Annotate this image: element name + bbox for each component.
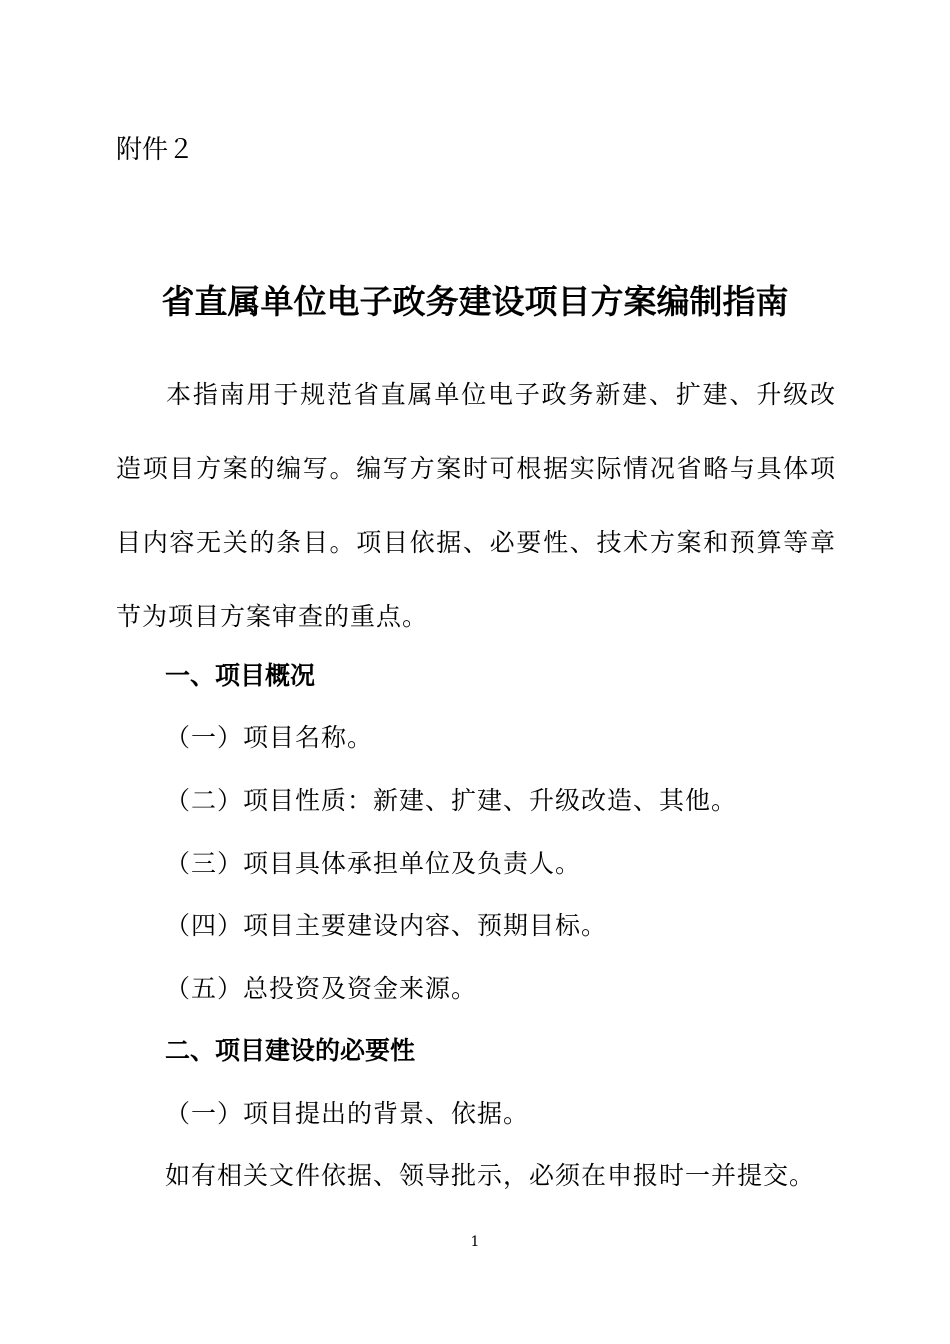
intro-paragraph: 本指南用于规范省直属单位电子政务新建、扩建、升级改造项目方案的编写。编写方案时可根据实际情况省略与具体项目内容无关的条目。项目依据、必要性、技术方案和预算等章节为项目方案审查的重点。	[116, 380, 836, 631]
section-heading-overview: 一、项目概况	[165, 661, 316, 690]
necessity-item-background: （一）项目提出的背景、依据。	[165, 1099, 530, 1128]
document-title: 省直属单位电子政务建设项目方案编制指南	[161, 282, 789, 322]
overview-item-project-nature: （二）项目性质：新建、扩建、升级改造、其他。	[165, 786, 738, 815]
attachment-label: 附件２	[116, 135, 195, 165]
overview-item-responsible-unit: （三）项目具体承担单位及负责人。	[165, 849, 582, 878]
overview-item-project-name: （一）项目名称。	[165, 723, 374, 752]
section-heading-necessity: 二、项目建设的必要性	[165, 1036, 416, 1065]
page-number: 1	[470, 1234, 480, 1250]
necessity-item-note: 如有相关文件依据、领导批示，必须在申报时一并提交。	[165, 1161, 816, 1190]
overview-item-main-content: （四）项目主要建设内容、预期目标。	[165, 911, 608, 940]
overview-item-investment: （五）总投资及资金来源。	[165, 974, 478, 1003]
